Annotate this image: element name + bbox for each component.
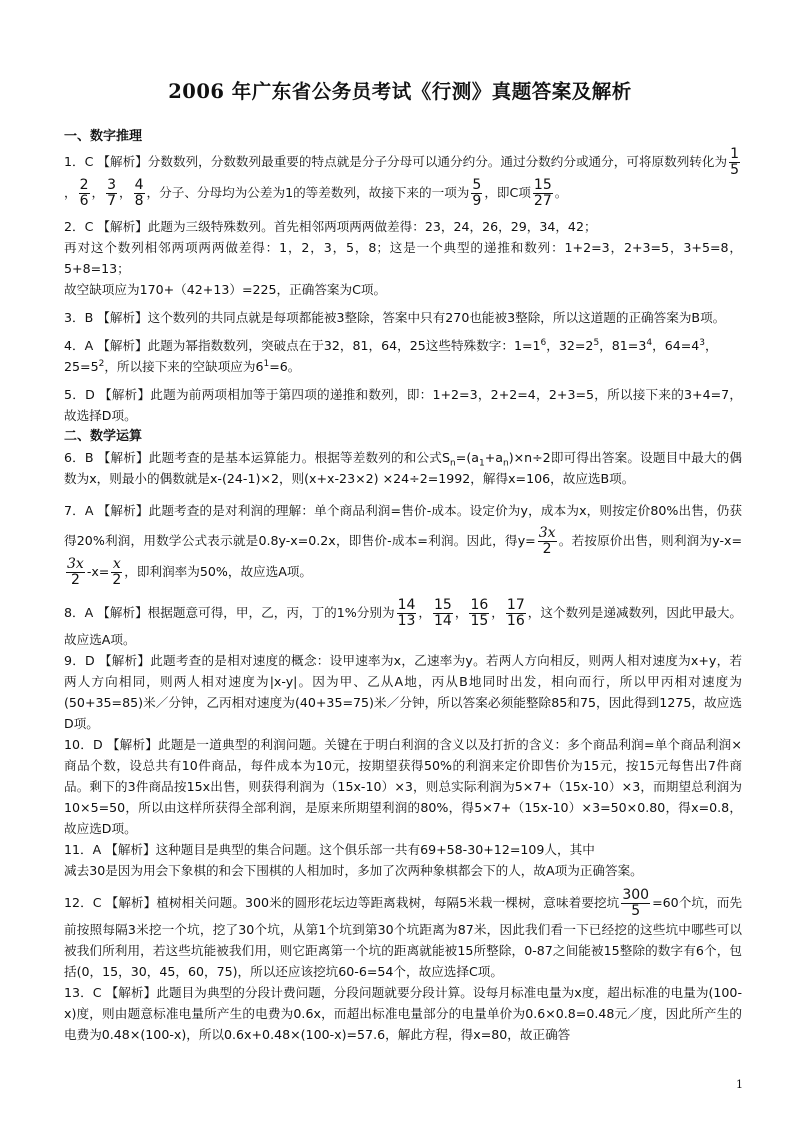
answer-q2-line2: 再对这个数列相邻两项两两做差得：1，2，3，5，8；这是一个典型的递推和数列：1+2=3，2+3=5，3+5=8，5+8=13； bbox=[64, 240, 742, 276]
fraction: $\frac{4}{8}$ bbox=[134, 177, 144, 209]
fraction: $\frac{300}{5}$ bbox=[622, 887, 650, 919]
fraction: $\frac{3x}{2}$ bbox=[538, 525, 556, 557]
answer-q3: 3．B 【解析】这个数列的共同点就是每项都能被3整除，答案中只有270也能被3整除，所以这道题的正确答案为B项。 bbox=[64, 310, 726, 325]
answer-q10: 10．D 【解析】此题是一道典型的利润问题。关键在于明白利润的含义以及打折的含义：多个商品利润=单个商品利润×商品个数，设总共有10件商品，每件成本为10元，按期望获得50%的利润来定价即售价为15元，按15元每售出7件商品。剩下的3件商品按15x出售，则获得利润为（15x-10）×3，则总实际利润为5×7+（15x-10）×3，而期望总利润为10×5=50，所以由这样所获得全部利润，是原来所期望利润的80%，得5×7+（15x-10）×3=50×0.80，得x=0.8，故应选D项。 bbox=[64, 737, 742, 836]
answer-q11-line2: 减去30是因为用会下象棋的和会下围棋的人相加时，多加了次两种象棋都会下的人，故A项为正确答案。 bbox=[64, 863, 643, 878]
answer-q2-line1: 2．C 【解析】此题为三级特殊数列。首先相邻两项两两做差得：23，24，26，29，34，42； bbox=[64, 219, 597, 234]
document-body bbox=[64, 126, 742, 1045]
answer-q6: 6．B 【解析】此题考查的是基本运算能力。根据等差数列的和公式$S_n=(a_1+a_n)\times n\div 2$即可得出答案。设题目中最大的偶数为x，则最小的偶数就是x-(24-1)×2，则(x+x-23×2) ×24÷2=1992，解得x=106，故应选B项。 bbox=[64, 450, 742, 486]
fraction: $\frac{14}{13}$ bbox=[397, 597, 416, 629]
fraction: $\frac{x}{2}$ bbox=[112, 556, 122, 588]
answer-q4: 4．A 【解析】此题为幂指数数列，突破点在于32，81，64，25这些特殊数字：$1=1^6$，$32=2^5$，$81=3^4$，$64=4^3$， $25=5^2$，所以接下来的空缺项应为$6^1=6$。 bbox=[64, 337, 718, 374]
fraction: $\frac{17}{16}$ bbox=[506, 597, 525, 629]
fraction: $\frac{15}{14}$ bbox=[434, 597, 452, 629]
answer-q5: 5．D 【解析】此题为前两项相加等于第四项的递推和数列，即：1+2=3，2+2=4，2+3=5，所以接下来的3+4=7，故选择D项。 bbox=[64, 387, 742, 423]
page-number: 1 bbox=[736, 1078, 743, 1091]
fraction: $\frac{1}{5}$ bbox=[730, 146, 740, 178]
section-heading-number-reasoning: 一、数字推理 bbox=[64, 129, 143, 144]
section-heading-math-operations: 二、数学运算 bbox=[64, 429, 143, 444]
fraction: $\frac{5}{9}$ bbox=[472, 177, 482, 209]
answer-q8: 8．A 【解析】根据题意可得，甲，乙，丙，丁的1%分别为 $\frac{14}{13}$ ， $\frac{15}{14}$ ， $\frac{16}{15}$ ， $\frac{17}{16}$ ，这个数列是递减数列，因此甲最大。故应选A项。 bbox=[64, 597, 743, 647]
answer-q11-line1: 11．A 【解析】这种题目是典型的集合问题。这个俱乐部一共有69+58-30+12=109人，其中 bbox=[64, 842, 595, 857]
answer-q7: 7．A 【解析】此题考查的是对利润的理解：单个商品利润=售价-成本。设定价为y，成本为x，则按定价80%出售，仍获得20%利润，用数学公式表示就是0.8y-x=0.2x，即售价-成本=利润。因此，得y= $\frac{3x}{2}$ 。若按原价出售，则利润为y-x= $\frac{3x}{2}$ -x= $\frac{x}{2}$ ，即利润率为50%，故应选A项。 bbox=[64, 503, 742, 588]
fraction: $\frac{16}{15}$ bbox=[470, 597, 489, 629]
page-title: 2006 年广东省公务员考试《行测》真题答案及解析 bbox=[168, 80, 632, 103]
answer-q9: 9．D 【解析】此题考查的是相对速度的概念：设甲速率为x，乙速率为y。若两人方向相反，则两人相对速度为x+y，若两人方向相同，则两人相对速度为|x-y|。因为甲、乙从A地，丙从B地同时出发，相向而行，所以甲丙相对速度为(50+35=85)米／分钟，乙丙相对速度为(40+35=75)米／分钟，所以答案必须能整除85和75，因此得到1275，故应选D项。 bbox=[64, 653, 742, 731]
answer-q2-line3: 故空缺项应为170+（42+13）=225，正确答案为C项。 bbox=[64, 282, 387, 297]
fraction: $\frac{15}{27}$ bbox=[533, 177, 552, 209]
fraction: $\frac{3x}{2}$ bbox=[67, 556, 84, 588]
answer-q1: 1．C 【解析】分数数列，分数数列最重要的特点就是分子分母可以通分约分。通过分数约分或通分，可将原数列转化为 $\frac{1}{5}$ ， $\frac{2}{6}$ ， $\frac{3}{7}$ ， $\frac{4}{8}$ ，分子、分母均为公差为1的等差数列，故接下来的一项为 $\frac{5}{9}$ ，即C项 $\frac{15}{27}$ 。 bbox=[64, 146, 740, 209]
answer-q13: 13．C 【解析】此题目为典型的分段计费问题，分段问题就要分段计算。设每月标准电量为x度，超出标准的电量为(100-x)度，则由题意标准电量所产生的电费为0.6x，而超出标准电量部分的电量单价为0.6×0.8=0.48元／度，因此所产生的电费为0.48×(100-x)，所以0.6x+0.48×(100-x)=57.6，解此方程，得x=80，故正确答 bbox=[64, 985, 742, 1042]
fraction: $\frac{2}{6}$ bbox=[79, 177, 89, 209]
fraction: $\frac{3}{7}$ bbox=[107, 177, 117, 209]
answer-q12: 12．C 【解析】植树相关问题。300米的圆形花坛边等距离栽树，每隔5米栽一棵树，意味着要挖坑 $\frac{300}{5}$ =60个坑，而先前按照每隔3米挖一个坑，挖了30个坑，从第1个坑到第30个坑距离为87米，因此我们看一下已经挖的这些坑中哪些可以被我们所利用，若这些坑能被我们用，则它距离第一个坑的距离就能被15所整除，0-87之间能被15整除的数字有6个，包括(0，15，30，45，60，75)，所以还应该挖坑60-6=54个，故应选择C项。 bbox=[64, 887, 743, 979]
